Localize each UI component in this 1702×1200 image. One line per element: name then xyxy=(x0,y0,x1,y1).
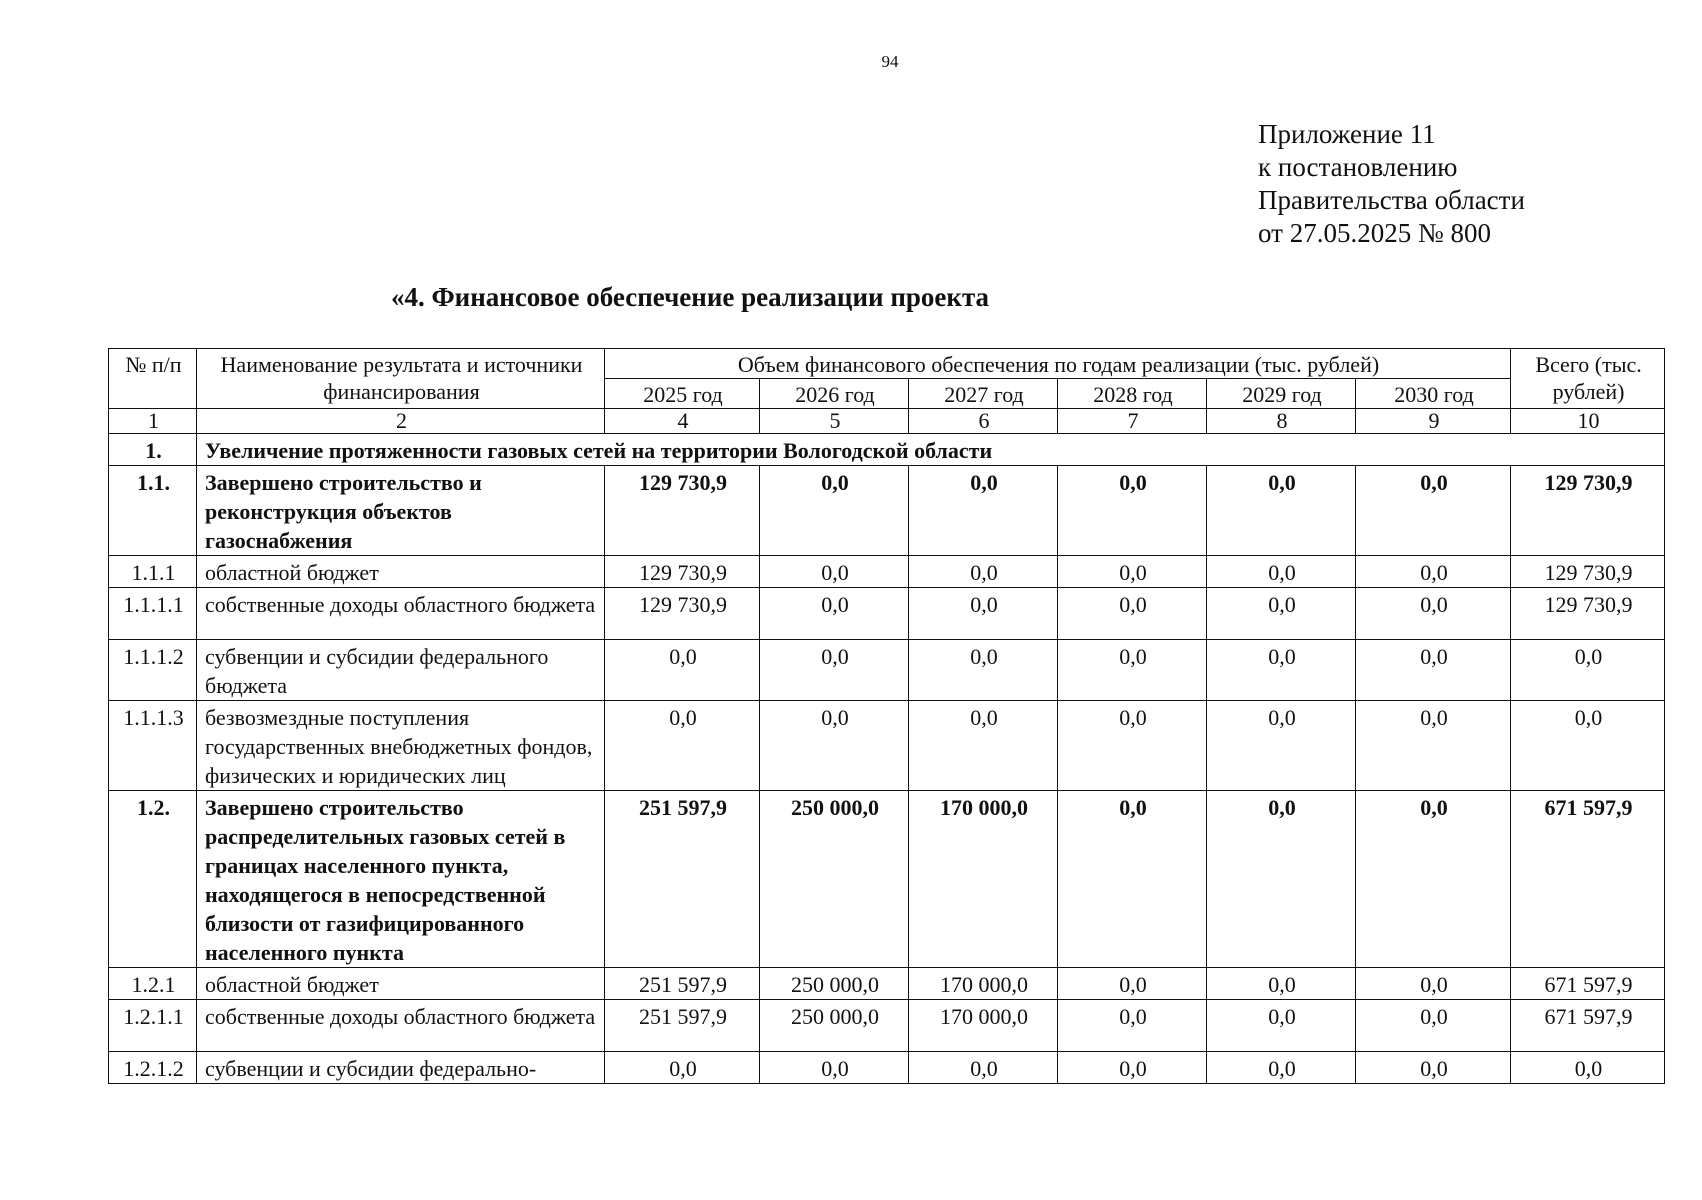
section-num: 1. xyxy=(109,434,197,466)
header-year: 2030 год xyxy=(1356,379,1511,409)
row-name: областной бюджет xyxy=(197,556,605,588)
section-name: Увеличение протяженности газовых сетей на территории Вологодской области xyxy=(197,434,1665,466)
column-number: 5 xyxy=(760,409,909,434)
appendix-line-3: Правительства области xyxy=(1258,185,1525,215)
row-value: 251 597,9 xyxy=(605,791,760,968)
column-number: 9 xyxy=(1356,409,1511,434)
row-value: 0,0 xyxy=(1356,1052,1511,1084)
row-name: Завершено строительство и реконструкция объектов газоснабжения xyxy=(197,466,605,556)
row-name: субвенции и субсидии федерально- xyxy=(197,1052,605,1084)
column-number: 2 xyxy=(197,409,605,434)
row-total: 671 597,9 xyxy=(1511,968,1665,1000)
row-total: 0,0 xyxy=(1511,701,1665,791)
table-row xyxy=(109,640,1665,701)
row-total: 129 730,9 xyxy=(1511,556,1665,588)
row-value: 0,0 xyxy=(1207,1000,1356,1052)
appendix-note xyxy=(1258,118,1525,250)
row-value: 0,0 xyxy=(1207,701,1356,791)
row-value: 0,0 xyxy=(1356,968,1511,1000)
financing-table xyxy=(108,348,1665,1084)
row-value: 0,0 xyxy=(1356,556,1511,588)
row-value: 0,0 xyxy=(1058,968,1207,1000)
row-num: 1.2.1.1 xyxy=(109,1000,197,1052)
table-row xyxy=(109,466,1665,556)
column-number: 7 xyxy=(1058,409,1207,434)
header-name: Наименование результата и источники финансирования xyxy=(197,349,605,409)
row-name: собственные доходы областного бюджета xyxy=(197,588,605,640)
row-value: 0,0 xyxy=(909,1052,1058,1084)
row-value: 0,0 xyxy=(1058,701,1207,791)
row-total: 129 730,9 xyxy=(1511,466,1665,556)
header-num: № п/п xyxy=(109,349,197,409)
row-name: субвенции и субсидии федерального бюджета xyxy=(197,640,605,701)
row-value: 0,0 xyxy=(1356,791,1511,968)
table-row xyxy=(109,1052,1665,1084)
table-row xyxy=(109,1000,1665,1052)
row-value: 170 000,0 xyxy=(909,791,1058,968)
row-value: 0,0 xyxy=(909,588,1058,640)
section-row xyxy=(109,434,1665,466)
row-value: 0,0 xyxy=(760,556,909,588)
row-num: 1.2.1 xyxy=(109,968,197,1000)
column-number: 4 xyxy=(605,409,760,434)
row-total: 671 597,9 xyxy=(1511,791,1665,968)
row-value: 0,0 xyxy=(760,466,909,556)
row-value: 0,0 xyxy=(909,701,1058,791)
row-name: собственные доходы областного бюджета xyxy=(197,1000,605,1052)
row-value: 0,0 xyxy=(760,640,909,701)
row-value: 0,0 xyxy=(1207,466,1356,556)
header-volume: Объем финансового обеспечения по годам реализации (тыс. рублей) xyxy=(605,349,1511,379)
table-row xyxy=(109,701,1665,791)
row-num: 1.1.1 xyxy=(109,556,197,588)
row-value: 0,0 xyxy=(1207,1052,1356,1084)
row-value: 0,0 xyxy=(1207,968,1356,1000)
row-value: 0,0 xyxy=(605,701,760,791)
page-number: 94 xyxy=(881,52,899,71)
row-value: 0,0 xyxy=(909,466,1058,556)
row-value: 0,0 xyxy=(909,556,1058,588)
row-value: 0,0 xyxy=(1356,1000,1511,1052)
row-total: 0,0 xyxy=(1511,640,1665,701)
column-number: 8 xyxy=(1207,409,1356,434)
row-value: 170 000,0 xyxy=(909,968,1058,1000)
appendix-line-4: от 27.05.2025 № 800 xyxy=(1258,218,1491,248)
row-value: 0,0 xyxy=(760,701,909,791)
row-value: 0,0 xyxy=(909,640,1058,701)
row-total: 0,0 xyxy=(1511,1052,1665,1084)
row-value: 0,0 xyxy=(1356,466,1511,556)
row-value: 170 000,0 xyxy=(909,1000,1058,1052)
row-value: 251 597,9 xyxy=(605,1000,760,1052)
row-value: 250 000,0 xyxy=(760,791,909,968)
row-num: 1.1.1.1 xyxy=(109,588,197,640)
row-num: 1.2.1.2 xyxy=(109,1052,197,1084)
row-value: 0,0 xyxy=(1207,556,1356,588)
row-value: 0,0 xyxy=(1058,640,1207,701)
row-value: 0,0 xyxy=(1058,1052,1207,1084)
row-num: 1.1.1.2 xyxy=(109,640,197,701)
row-value: 0,0 xyxy=(1207,791,1356,968)
row-value: 250 000,0 xyxy=(760,968,909,1000)
table-row xyxy=(109,968,1665,1000)
row-total: 671 597,9 xyxy=(1511,1000,1665,1052)
row-value: 0,0 xyxy=(605,1052,760,1084)
header-row-1 xyxy=(109,349,1665,379)
row-total: 129 730,9 xyxy=(1511,588,1665,640)
row-value: 0,0 xyxy=(1356,701,1511,791)
row-value: 0,0 xyxy=(1058,791,1207,968)
table-row xyxy=(109,556,1665,588)
row-value: 0,0 xyxy=(1058,1000,1207,1052)
row-value: 0,0 xyxy=(1058,588,1207,640)
row-num: 1.1. xyxy=(109,466,197,556)
table-row xyxy=(109,791,1665,968)
appendix-line-1: Приложение 11 xyxy=(1258,119,1436,149)
section-title: «4. Финансовое обеспечение реализации проекта xyxy=(390,282,990,312)
row-value: 0,0 xyxy=(1058,556,1207,588)
row-value: 250 000,0 xyxy=(760,1000,909,1052)
row-value: 0,0 xyxy=(1058,466,1207,556)
row-name: безвозмездные поступления государственных внебюджетных фондов, физических и юридических лиц xyxy=(197,701,605,791)
header-total: Всего (тыс. рублей) xyxy=(1511,349,1665,409)
column-number: 1 xyxy=(109,409,197,434)
row-name: Завершено строительство распределительных газовых сетей в границах населенного пункта, находящегося в непосредственной близости от газифицированного населенного пункта xyxy=(197,791,605,968)
appendix-line-2: к постановлению xyxy=(1258,152,1458,182)
column-number: 6 xyxy=(909,409,1058,434)
row-value: 0,0 xyxy=(760,588,909,640)
row-value: 0,0 xyxy=(1207,588,1356,640)
header-year: 2026 год xyxy=(760,379,909,409)
row-value: 0,0 xyxy=(1207,640,1356,701)
header-year: 2025 год xyxy=(605,379,760,409)
row-name: областной бюджет xyxy=(197,968,605,1000)
row-value: 0,0 xyxy=(1356,588,1511,640)
header-year: 2028 год xyxy=(1058,379,1207,409)
row-value: 129 730,9 xyxy=(605,556,760,588)
row-value: 0,0 xyxy=(1356,640,1511,701)
row-value: 0,0 xyxy=(605,640,760,701)
row-value: 129 730,9 xyxy=(605,466,760,556)
table-row xyxy=(109,588,1665,640)
column-number-row xyxy=(109,409,1665,434)
column-number: 10 xyxy=(1511,409,1665,434)
row-num: 1.2. xyxy=(109,791,197,968)
header-year: 2029 год xyxy=(1207,379,1356,409)
row-value: 0,0 xyxy=(760,1052,909,1084)
header-year: 2027 год xyxy=(909,379,1058,409)
row-value: 251 597,9 xyxy=(605,968,760,1000)
row-value: 129 730,9 xyxy=(605,588,760,640)
row-num: 1.1.1.3 xyxy=(109,701,197,791)
